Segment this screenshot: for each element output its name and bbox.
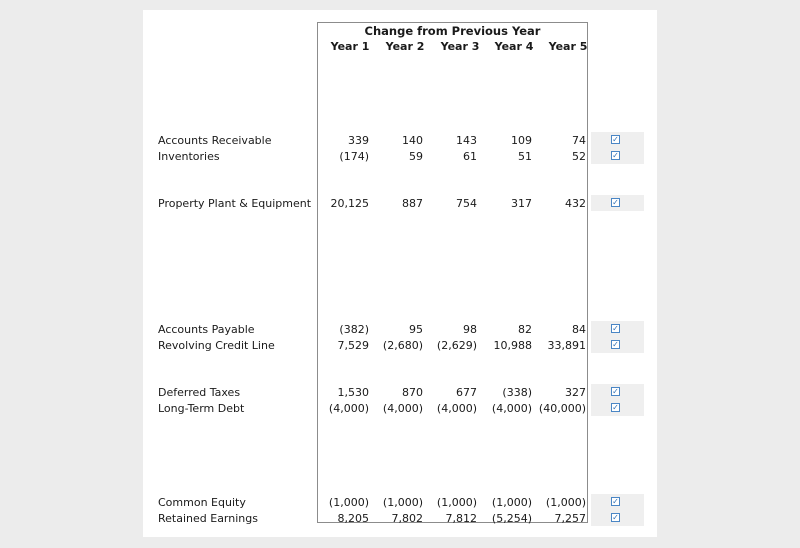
value-cell: 109 [511,134,532,147]
include-checkbox[interactable] [611,403,620,412]
year-header-4: Year 4 [494,40,534,53]
value-cell: 10,988 [493,339,532,352]
table-title: Change from Previous Year [364,24,541,38]
row-label: Common Equity [158,496,246,509]
year-header-3: Year 3 [440,40,480,53]
value-cell: 1,530 [337,386,369,399]
value-cell: 59 [409,150,423,163]
value-cell: 432 [565,197,586,210]
check-icon: ✓ [612,198,619,207]
include-checkbox[interactable] [611,135,620,144]
value-cell: 61 [463,150,477,163]
value-cell: 339 [348,134,369,147]
value-cell: 84 [572,323,586,336]
include-checkbox[interactable] [611,324,620,333]
checkbox-cell [591,132,644,148]
value-cell: 754 [456,197,477,210]
value-cell: 887 [402,197,423,210]
value-cell: (382) [339,323,369,336]
value-cell: (2,629) [436,339,477,352]
value-cell: (1,000) [491,496,532,509]
include-checkbox[interactable] [611,387,620,396]
value-cell: (4,000) [491,402,532,415]
checkbox-cell [591,148,644,164]
check-icon: ✓ [612,151,619,160]
value-cell: 33,891 [547,339,586,352]
value-cell: 8,205 [337,512,369,525]
year-header-2: Year 2 [385,40,425,53]
value-cell: (1,000) [382,496,423,509]
value-cell: (4,000) [328,402,369,415]
value-cell: 7,257 [554,512,586,525]
value-cell: 327 [565,386,586,399]
row-label: Retained Earnings [158,512,258,525]
check-icon: ✓ [612,513,619,522]
value-cell: 143 [456,134,477,147]
check-icon: ✓ [612,387,619,396]
value-cell: 95 [409,323,423,336]
include-checkbox[interactable] [611,513,620,522]
value-cell: 52 [572,150,586,163]
value-cell: 140 [402,134,423,147]
value-cell: 317 [511,197,532,210]
value-cell: (4,000) [382,402,423,415]
checkbox-cell [591,321,644,337]
row-label: Long-Term Debt [158,402,245,415]
include-checkbox[interactable] [611,497,620,506]
value-cell: 51 [518,150,532,163]
checkbox-cell [591,510,644,526]
value-cell: 677 [456,386,477,399]
value-cell: (5,254) [491,512,532,525]
check-icon: ✓ [612,340,619,349]
check-icon: ✓ [612,403,619,412]
value-cell: 870 [402,386,423,399]
include-checkbox[interactable] [611,151,620,160]
value-cell: (1,000) [436,496,477,509]
value-cell: (1,000) [328,496,369,509]
checkbox-cell [591,494,644,510]
row-label: Property Plant & Equipment [158,197,312,210]
checkbox-cell [591,337,644,353]
check-icon: ✓ [612,135,619,144]
value-cell: (338) [502,386,532,399]
value-cell: 20,125 [330,197,369,210]
value-cell: (174) [339,150,369,163]
check-icon: ✓ [612,324,619,333]
value-cell: 74 [572,134,586,147]
include-checkbox[interactable] [611,340,620,349]
value-cell: 98 [463,323,477,336]
year-header-1: Year 1 [330,40,370,53]
year-header-5: Year 5 [548,40,588,53]
value-cell: (40,000) [538,402,586,415]
row-label: Inventories [158,150,220,163]
value-cell: 7,812 [445,512,477,525]
row-label: Deferred Taxes [158,386,241,399]
checkbox-cell [591,384,644,400]
row-label: Revolving Credit Line [158,339,275,352]
checkbox-cell [591,195,644,211]
check-icon: ✓ [612,497,619,506]
value-cell: (1,000) [545,496,586,509]
include-checkbox[interactable] [611,198,620,207]
value-cell: 7,529 [337,339,369,352]
value-cell: (4,000) [436,402,477,415]
row-label: Accounts Receivable [158,134,272,147]
checkbox-cell [591,400,644,416]
change-columns-frame [317,22,588,523]
value-cell: 7,802 [391,512,423,525]
row-label: Accounts Payable [158,323,255,336]
value-cell: (2,680) [382,339,423,352]
value-cell: 82 [518,323,532,336]
